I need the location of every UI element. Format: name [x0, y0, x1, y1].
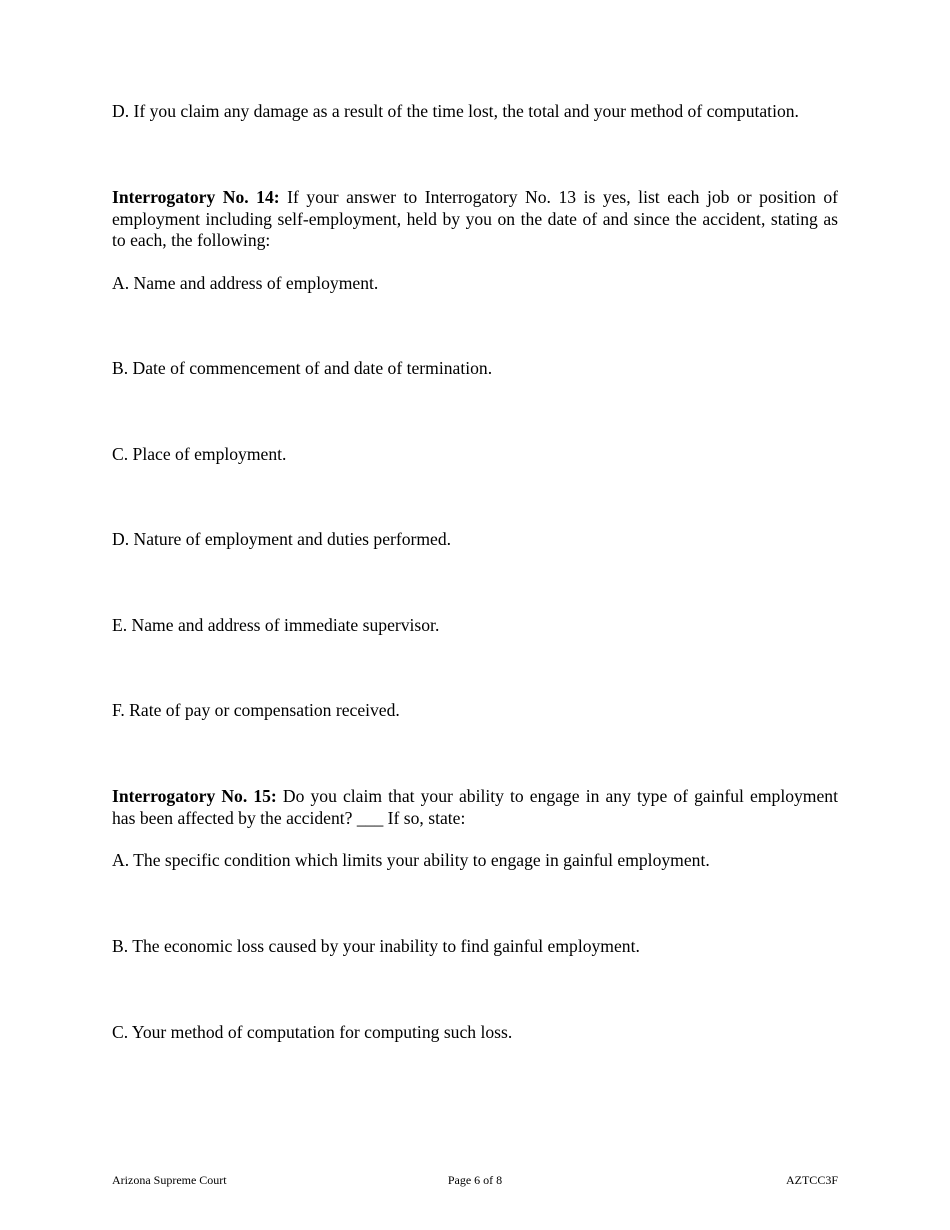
footer-form-code: AZTCC3F	[785, 1173, 838, 1187]
q15-text: Do you claim that your ability to engage in any type of gainful employment has been affected by the accident? ___ If so, state:	[112, 786, 838, 828]
q14-item-b: B. Date of commencement of and date of termination.	[112, 358, 493, 378]
q15-label: Interrogatory No. 15:	[112, 786, 277, 806]
footer-court-name: Arizona Supreme Court	[112, 1173, 227, 1187]
q15-paragraph	[112, 786, 838, 829]
q15-item-c: C. Your method of computation for computing such loss.	[112, 1022, 513, 1042]
q14-text: If your answer to Interrogatory No. 13 is yes, list each job or position of employment including self-employment, held by you on the date of and since the accident, stating as to each, the following:	[112, 187, 838, 250]
q15-item-a: A. The specific condition which limits your ability to engage in gainful employment.	[112, 850, 710, 870]
q14-item-d: D. Nature of employment and duties performed.	[112, 529, 452, 549]
q14-paragraph	[112, 187, 838, 252]
q14-label: Interrogatory No. 14:	[112, 187, 280, 207]
footer-page-number: Page 6 of 8	[447, 1173, 503, 1187]
q13-item-d: D. If you claim any damage as a result of the time lost, the total and your method of computation.	[112, 101, 799, 121]
q14-item-f: F. Rate of pay or compensation received.	[112, 700, 400, 720]
q14-item-c: C. Place of employment.	[112, 444, 287, 464]
q14-item-e: E. Name and address of immediate supervisor.	[112, 615, 440, 635]
q14-item-a: A. Name and address of employment.	[112, 273, 379, 293]
q15-item-b: B. The economic loss caused by your inability to find gainful employment.	[112, 936, 640, 956]
